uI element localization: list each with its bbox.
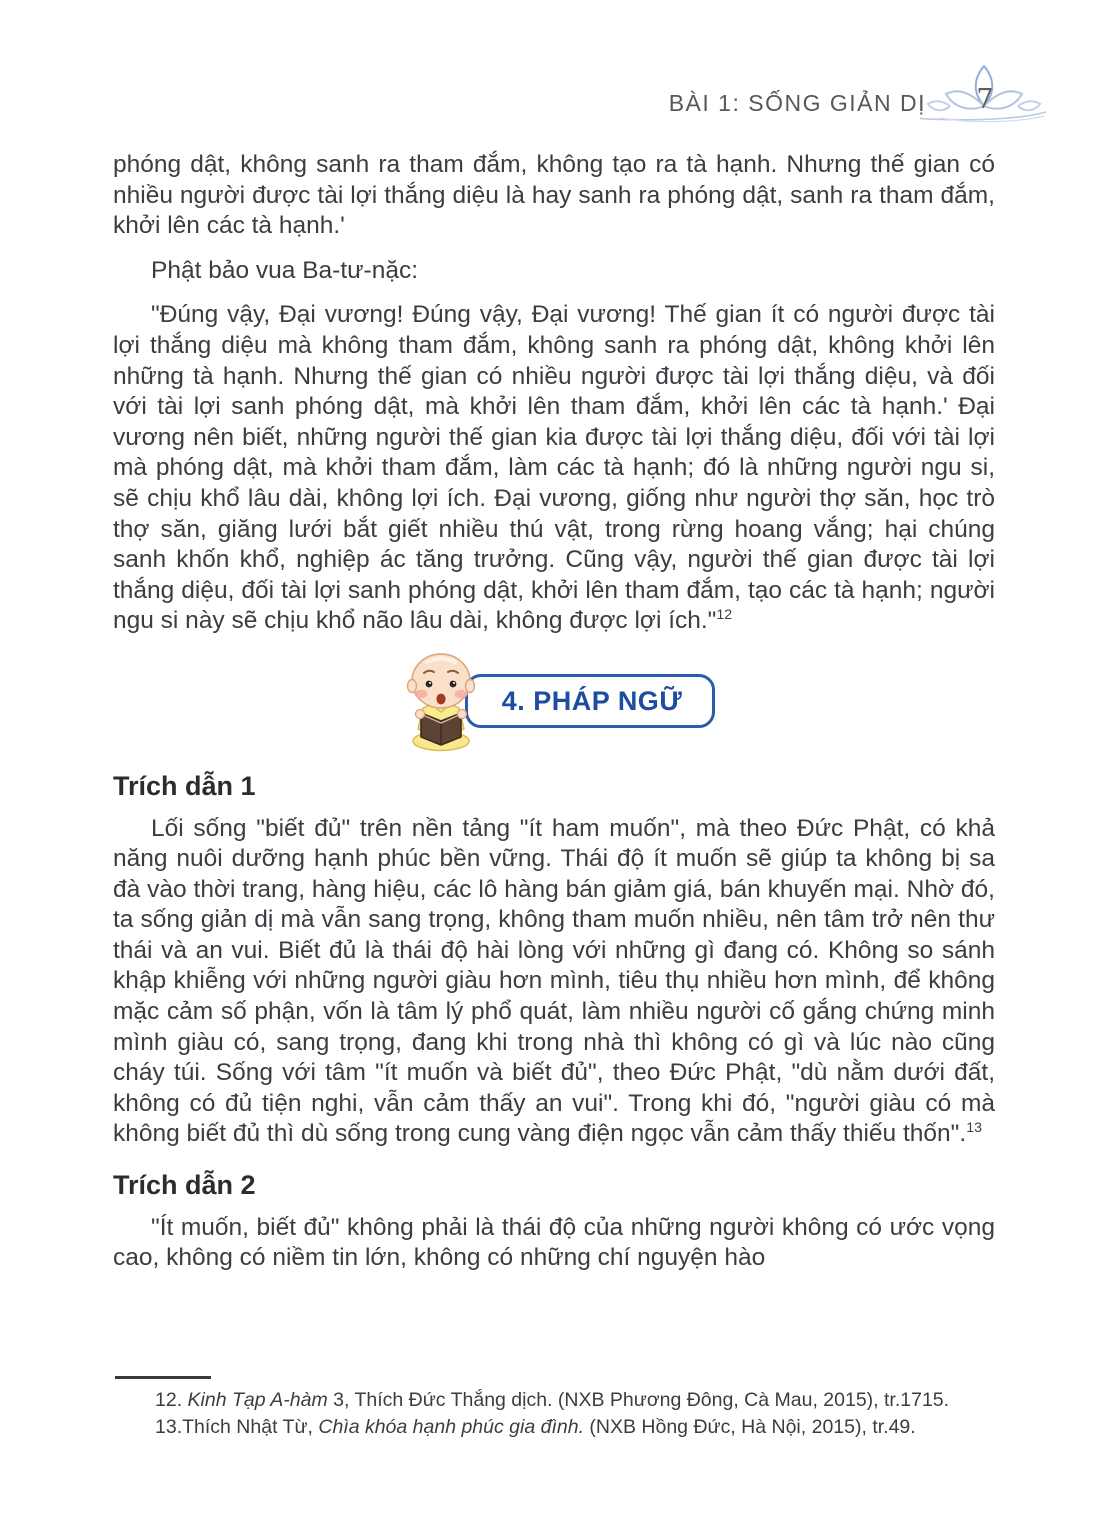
footnote-12-prefix: 12. bbox=[155, 1389, 188, 1411]
lotus-page-ornament bbox=[920, 62, 1048, 132]
footnote-13 bbox=[155, 1414, 995, 1440]
footnote-divider bbox=[115, 1376, 211, 1379]
page-header bbox=[669, 62, 1048, 132]
section-heading-trich-dan-2: Trích dẫn 2 bbox=[113, 1170, 256, 1201]
section-badge-label: 4. PHÁP NGỮ bbox=[465, 674, 715, 729]
footnote-ref-12: 12 bbox=[716, 607, 733, 624]
paragraph-phat-bao: Phật bảo vua Ba-tư-nặc: bbox=[151, 256, 418, 284]
footnote-ref-13: 13 bbox=[966, 1120, 982, 1137]
footnote-13-prefix: 13.Thích Nhật Từ, bbox=[155, 1416, 319, 1438]
paragraph-continuation: phóng dật, không sanh ra tham đắm, không tạo ra tà hạnh. Nhưng thế gian có nhiều người được tài lợi thắng diệu là hay sanh ra phóng dật, sanh ra tham đắm, khởi lên các tà hạnh.' bbox=[113, 151, 995, 240]
section-badge bbox=[393, 651, 715, 751]
footnote-12-title: Kinh Tạp A-hàm bbox=[187, 1389, 328, 1411]
footnote-13-rest: (NXB Hồng Đức, Hà Nội, 2015), tr.49. bbox=[583, 1416, 916, 1438]
chapter-title: BÀI 1: SỐNG GIẢN DỊ bbox=[668, 89, 926, 116]
section-1-text: Lối sống "biết đủ" trên nền tảng "ít ham muốn", mà theo Đức Phật, có khả năng nuôi dưỡng hạnh phúc bền vững. Thái độ ít muốn sẽ giúp ta không bị sa đà vào thời trang, hàng hiệu, các lô hàng bán giảm giá, bán khuyến mại. Nhờ đó, ta sống giản dị mà vẫn sang trọng, không tham muốn nhiều, nên tâm trở nên thư thái và an vui. Biết đủ là thái độ hài lòng với những gì đang có. Không so sánh khập khiễng với những người giàu hơn mình, tiêu thụ nhiều hơn mình, để không mặc cảm số phận, vốn là tâm lý phổ quát, làm nhiều người cố gắng chứng minh mình giàu có, sang trọng, đang khi trong nhà thì không có gì và lúc nào cũng cháy túi. Sống với tâm "ít muốn và biết đủ", theo Đức Phật, "dù nằm dưới đất, không có đủ tiện nghi, vẫn cảm thấy an vui". Trong khi đó, "người giàu có mà không biết đủ thì dù sống trong cung vàng điện ngọc vẫn cảm thấy thiếu thốn". bbox=[113, 814, 995, 1148]
section-heading-trich-dan-1: Trích dẫn 1 bbox=[113, 770, 256, 801]
page-number: 7 bbox=[976, 84, 994, 115]
paragraph-sutra-quote bbox=[113, 300, 995, 637]
footnotes-block bbox=[113, 1376, 995, 1441]
section-2-body: "Ít muốn, biết đủ" không phải là thái độ của những người không có ước vọng cao, không có niềm tin lớn, không có những chí nguyện hào bbox=[113, 1213, 995, 1272]
main-text-column bbox=[113, 150, 995, 1288]
footnote-13-title: Chìa khóa hạnh phúc gia đình. bbox=[318, 1416, 584, 1438]
footnote-12 bbox=[155, 1387, 995, 1413]
footnote-12-rest: 3, Thích Đức Thắng dịch. (NXB Phương Đông, Cà Mau, 2015), tr.1715. bbox=[327, 1389, 950, 1411]
monk-reading-icon bbox=[393, 651, 489, 753]
section-1-body bbox=[113, 814, 995, 1151]
sutra-quote-text: "Đúng vậy, Đại vương! Đúng vậy, Đại vương! Thế gian ít có người được tài lợi thắng diệu mà không tham đắm, không sanh ra phóng dật, không khởi lên những tà hạnh. Nhưng thế gian có nhiều người được tài lợi thắng diệu, và đối với tài lợi sanh phóng dật, mà khởi lên tham đắm, khởi lên các tà hạnh.' Đại vương nên biết, những người thế gian kia được tài lợi thắng diệu, đối với tài lợi mà phóng dật, mà khởi tham đắm, làm các tà hạnh; đó là những người ngu si, sẽ chịu khổ lâu dài, không lợi ích. Đại vương, giống như người thợ săn, học trò thợ săn, giăng lưới bắt giết nhiều thú vật, trong rừng hoang vắng; hại chúng sanh khốn khổ, nghiệp ác tăng trưởng. Cũng vậy, người thế gian được tài lợi thắng diệu, đối tài lợi sanh phóng dật, khởi lên tham đắm, tạo các tà hạnh; người ngu si này sẽ chịu khổ não lâu dài, không được lợi ích." bbox=[113, 301, 995, 635]
